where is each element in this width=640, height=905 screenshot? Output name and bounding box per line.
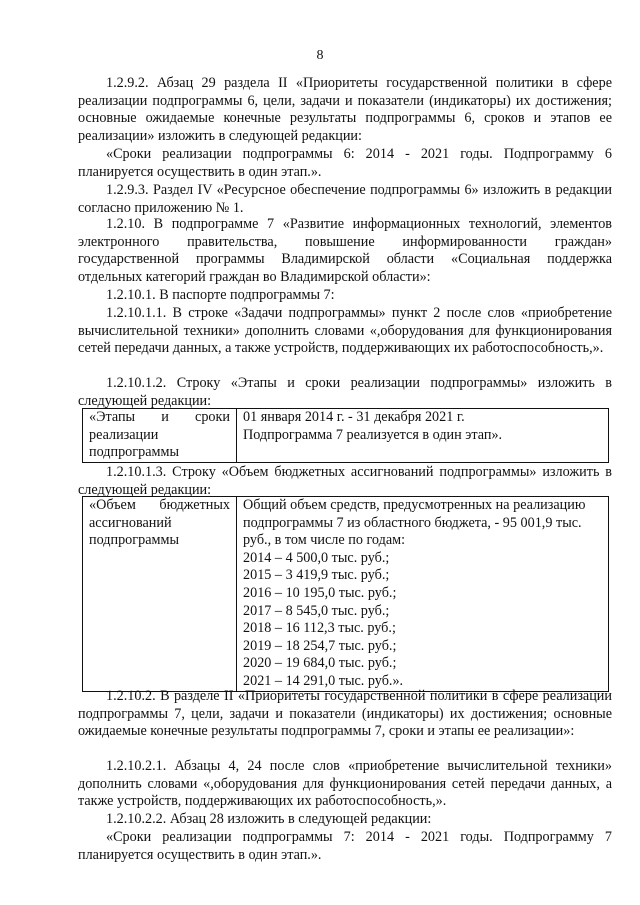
table-obem-right-cell xyxy=(237,497,609,692)
cell-line: «Этапы и сроки xyxy=(89,409,230,425)
year-amount-line: 2016 – 10 195,0 тыс. руб.; xyxy=(243,584,397,601)
table-etapy-left-cell xyxy=(83,409,237,463)
cell-line: 01 января 2014 г. - 31 декабря 2021 г. xyxy=(243,409,465,425)
paragraph-quote-sroki-6: «Сроки реализации подпрограммы 6: 2014 - 2021 годы. Подпрограмму 6 планируется осуществить в один этап.». xyxy=(78,146,612,180)
paragraph-quote-sroki-7: «Сроки реализации подпрограммы 7: 2014 - 2021 годы. Подпрограмму 7 планируется осуществить в один этап.». xyxy=(78,829,612,863)
paragraph-1-2-9-2: 1.2.9.2. Абзац 29 раздела II «Приоритеты государственной политики в сфере реализации подпрограммы 6, цели, задачи и показатели (индикаторы) их достижения; основные ожидаемые конечные результаты подпрограммы 6, сроков и этапов ее реализации» изложить в следующей редакции: xyxy=(78,75,612,144)
paragraph-1-2-10: 1.2.10. В подпрограмме 7 «Развитие информационных технологий, элементов электронного правительства, повышение информированности граждан» государственной программы Владимирской области «Социальная поддержка отдельных категорий граждан во Владимирской области»: xyxy=(78,216,612,285)
paragraph-1-2-10-1: 1.2.10.1. В паспорте подпрограммы 7: xyxy=(106,287,335,303)
cell-line: подпрограммы xyxy=(89,444,179,461)
year-amount-line: 2018 – 16 112,3 тыс. руб.; xyxy=(243,620,396,637)
year-amount-line: 2021 – 14 291,0 тыс. руб.». xyxy=(243,672,404,689)
paragraph-1-2-10-1-2: 1.2.10.1.2. Строку «Этапы и сроки реализации подпрограммы» изложить в следующей редакции: xyxy=(78,375,612,409)
cell-line: руб., в том числе по годам: xyxy=(243,532,406,549)
cell-line: Общий объем средств, предусмотренных на реализацию xyxy=(243,497,586,513)
cell-line: «Объем бюджетных xyxy=(89,497,230,513)
year-amount-line: 2014 – 4 500,0 тыс. руб.; xyxy=(243,549,390,566)
table-obem-assignovaniy xyxy=(82,496,609,692)
year-amount-line: 2019 – 18 254,7 тыс. руб.; xyxy=(243,637,397,654)
cell-line: подпрограммы 7 из областного бюджета, - 95 001,9 тыс. xyxy=(243,514,582,531)
cell-line: подпрограммы xyxy=(89,532,179,549)
table-etapy-right-cell xyxy=(237,409,609,463)
paragraph-1-2-10-2: 1.2.10.2. В разделе II «Приоритеты государственной политики в сфере реализации подпрограммы 7, цели, задачи и показатели (индикаторы) их достижения; основные ожидаемые конечные результаты подпрограммы 7, сроки и этапы ее реализации»: xyxy=(78,688,612,740)
paragraph-1-2-9-3: 1.2.9.3. Раздел IV «Ресурсное обеспечение подпрограммы 6» изложить в редакции согласно приложению № 1. xyxy=(78,182,612,216)
page-number: 8 xyxy=(316,48,324,63)
cell-line: ассигнований xyxy=(89,514,172,531)
paragraph-1-2-10-2-1: 1.2.10.2.1. Абзацы 4, 24 после слов «приобретение вычислительной техники» дополнить словами «,оборудования для функционирования сетей передачи данных, а также устройств, поддерживающих их работоспособность,». xyxy=(78,758,612,810)
table-etapy-sroki xyxy=(82,408,609,463)
paragraph-1-2-10-1-1: 1.2.10.1.1. В строке «Задачи подпрограммы» пункт 2 после слов «приобретение вычислительной техники» дополнить словами «,оборудования для функционирования сетей передачи данных, а также устройств, поддерживающих их работоспособность,». xyxy=(78,305,612,357)
paragraph-1-2-10-1-3: 1.2.10.1.3. Строку «Объем бюджетных ассигнований подпрограммы» изложить в следующей редакции: xyxy=(78,464,612,498)
cell-line: Подпрограмма 7 реализуется в один этап». xyxy=(243,426,503,443)
year-amount-line: 2020 – 19 684,0 тыс. руб.; xyxy=(243,655,397,672)
table-obem-left-cell xyxy=(83,497,237,692)
paragraph-1-2-10-2-2: 1.2.10.2.2. Абзац 28 изложить в следующей редакции: xyxy=(106,811,432,827)
cell-line: реализации xyxy=(89,426,159,443)
year-amount-line: 2015 – 3 419,9 тыс. руб.; xyxy=(243,567,390,584)
year-amount-line: 2017 – 8 545,0 тыс. руб.; xyxy=(243,602,390,619)
